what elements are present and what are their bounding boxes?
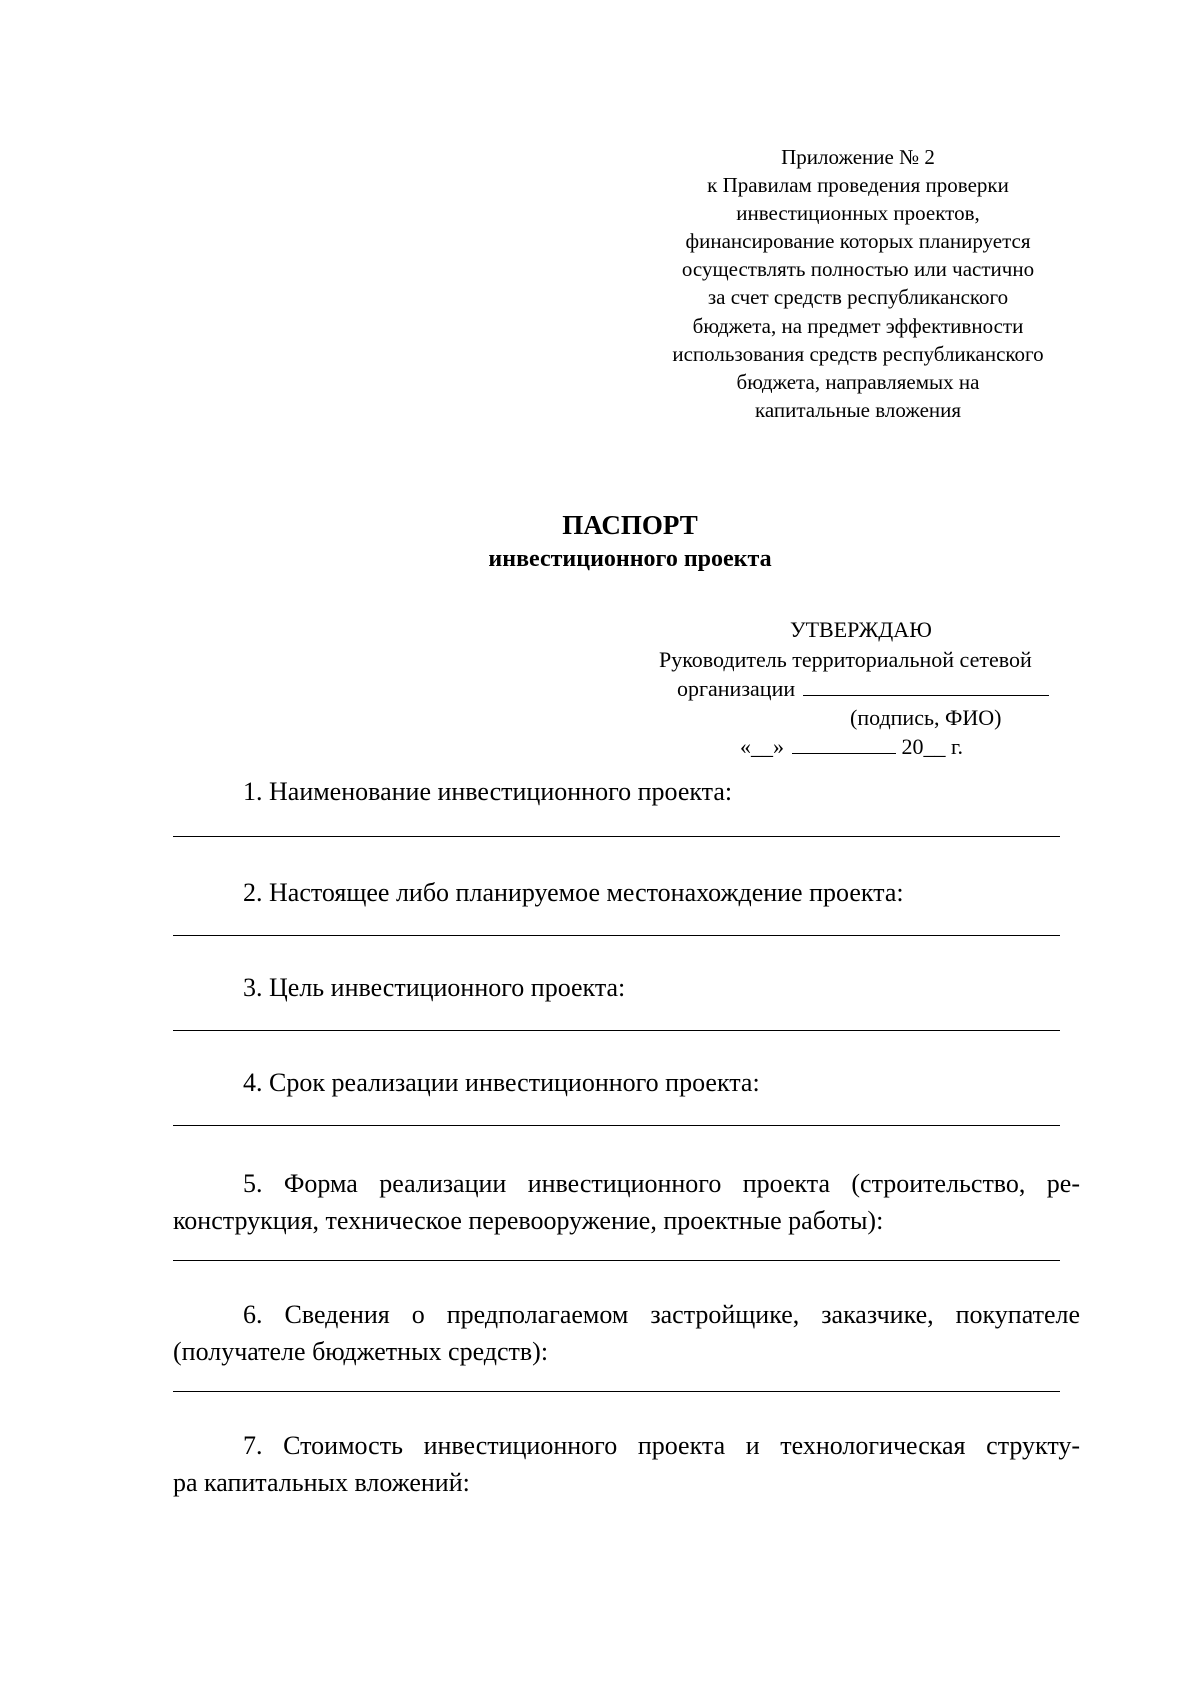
appendix-line: инвестиционных проектов, — [736, 201, 980, 226]
item-4-fill-line — [173, 1125, 1060, 1126]
document-title: ПАСПОРТ — [562, 510, 698, 540]
item-4-label: 4. Срок реализации инвестиционного проекта: — [243, 1068, 760, 1097]
item-6 — [173, 1297, 1080, 1370]
item-2-fill-line — [173, 935, 1060, 936]
date-year: 20__ г. — [901, 734, 964, 759]
item-5-fill-line — [173, 1260, 1060, 1261]
appendix-line: финансирование которых планируется — [685, 229, 1031, 254]
item-7-line-2: ра капитальных вложений: — [173, 1467, 470, 1497]
appendix-line: к Правилам проведения проверки — [707, 173, 1009, 198]
date-day: «__» — [740, 734, 784, 759]
appendix-line: использования средств республиканского — [672, 341, 1044, 366]
signature-blank — [803, 674, 1049, 696]
item-5-line-2: конструкция, техническое перевооружение, проектные работы): — [173, 1205, 884, 1235]
document-subtitle: инвестиционного проекта — [488, 546, 772, 572]
item-2-label: 2. Настоящее либо планируемое местонахождение проекта: — [243, 878, 904, 907]
item-7-line-1: 7. Стоимость инвестиционного проекта и технологическая структу- — [243, 1431, 1080, 1460]
item-3-fill-line — [173, 1030, 1060, 1031]
approval-organization-label: организации — [677, 676, 796, 701]
signature-hint: (подпись, ФИО) — [850, 705, 1002, 730]
appendix-line: бюджета, на предмет эффективности — [692, 313, 1024, 338]
approval-position: Руководитель территориальной сетевой — [659, 647, 1032, 672]
item-6-line-1: 6. Сведения о предполагаемом застройщике, заказчике, покупателе — [243, 1300, 1080, 1329]
item-3 — [173, 970, 1080, 1007]
item-5 — [173, 1166, 1080, 1239]
appendix-header — [638, 143, 1078, 424]
appendix-line: бюджета, направляемых на — [736, 369, 980, 394]
item-7 — [173, 1428, 1080, 1501]
item-6-line-2: (получателе бюджетных средств): — [173, 1336, 549, 1366]
item-5-line-1: 5. Форма реализации инвестиционного проекта (строительство, ре- — [243, 1169, 1080, 1198]
item-1-label: 1. Наименование инвестиционного проекта: — [243, 777, 733, 806]
date-month-blank — [792, 732, 896, 754]
item-6-fill-line — [173, 1391, 1060, 1392]
item-3-label: 3. Цель инвестиционного проекта: — [243, 973, 626, 1002]
item-1 — [173, 774, 1080, 811]
item-1-fill-line — [173, 836, 1060, 837]
item-4 — [173, 1065, 1080, 1102]
item-2 — [173, 875, 1080, 912]
appendix-line: за счет средств республиканского — [707, 285, 1009, 310]
approval-organization-row — [677, 674, 1049, 704]
approval-date-row — [740, 732, 963, 762]
approval-heading: УТВЕРЖДАЮ — [790, 617, 932, 642]
appendix-line: осуществлять полностью или частично — [681, 257, 1035, 282]
appendix-line: Приложение № 2 — [781, 145, 935, 169]
appendix-line: капитальные вложения — [754, 397, 962, 422]
